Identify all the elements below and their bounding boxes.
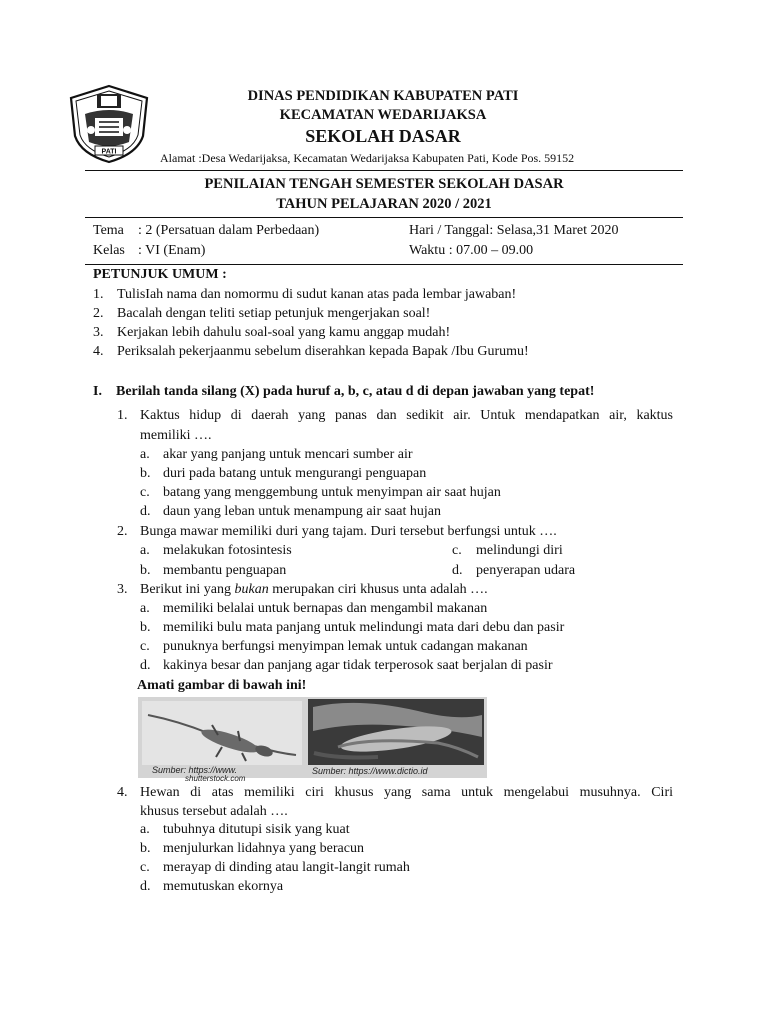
- option-text: daun yang leban untuk menampung air saat hujan: [163, 504, 441, 519]
- tema-value: : 2 (Persatuan dalam Perbedaan): [138, 223, 320, 238]
- question-emphasis: bukan: [234, 582, 269, 597]
- option-letter: c.: [140, 860, 150, 875]
- instruction-number: 2.: [93, 306, 104, 321]
- exam-time: Waktu : 07.00 – 09.00: [409, 243, 534, 258]
- question-text: [140, 582, 488, 598]
- info-divider: [85, 264, 683, 265]
- tema-label: Tema: [93, 223, 124, 238]
- option-letter: c.: [140, 485, 150, 500]
- option-text: penyerapan udara: [476, 563, 576, 578]
- district-name: KECAMATAN WEDARIJAKSA: [279, 107, 487, 123]
- logo-text: PATI: [101, 148, 117, 156]
- option-letter: b.: [140, 620, 151, 635]
- instruction-item: TulisIah nama dan nomormu di sudut kanan atas pada lembar jawaban!: [117, 287, 517, 302]
- question-text: Bunga mawar memiliki duri yang tajam. Duri tersebut berfungsi untuk ….: [140, 524, 557, 539]
- option-text: tubuhnya ditutupi sisik yang kuat: [163, 822, 350, 837]
- instruction-number: 4.: [93, 344, 104, 359]
- option-text: batang yang menggembung untuk menyimpan air saat hujan: [163, 485, 501, 500]
- question-text: Kaktus hidup di daerah yang panas dan sedikit air. Untuk mendapatkan air, kaktus: [140, 408, 673, 423]
- title-divider: [85, 217, 683, 218]
- wild-lizard-photo: [308, 699, 484, 765]
- exam-title: PENILAIAN TENGAH SEMESTER SEKOLAH DASAR: [204, 176, 564, 192]
- instruction-number: 1.: [93, 287, 104, 302]
- school-name: SEKOLAH DASAR: [305, 126, 461, 146]
- section-number: I.: [93, 384, 102, 399]
- instruction-item: Periksalah pekerjaanmu sebelum diserahkan kepada Bapak /Ibu Gurumu!: [117, 344, 529, 359]
- kelas-value: : VI (Enam): [138, 243, 206, 258]
- option-letter: b.: [140, 563, 151, 578]
- question-text-part: merupakan ciri khusus unta adalah ….: [268, 582, 488, 597]
- option-text: melakukan fotosintesis: [163, 543, 292, 558]
- image-source-left-domain: shutterstock.com: [185, 774, 246, 783]
- regency-emblem-logo: [67, 84, 151, 164]
- instruction-number: 3.: [93, 325, 104, 340]
- option-letter: d.: [452, 563, 463, 578]
- option-letter: a.: [140, 601, 150, 616]
- option-text: duri pada batang untuk mengurangi penguapan: [163, 466, 427, 481]
- question-text-continued: memiliki ….: [140, 428, 212, 443]
- option-letter: c.: [452, 543, 462, 558]
- option-text: melindungi diri: [476, 543, 563, 558]
- question-number: 3.: [117, 582, 128, 597]
- option-letter: b.: [140, 466, 151, 481]
- option-text: kakinya besar dan panjang agar tidak terperosok saat berjalan di pasir: [163, 658, 553, 673]
- school-address: Alamat :Desa Wedarijaksa, Kecamatan Wedarijaksa Kabupaten Pati, Kode Pos. 59152: [160, 151, 575, 165]
- agency-name: DINAS PENDIDIKAN KABUPATEN PATI: [247, 88, 519, 104]
- option-letter: a.: [140, 543, 150, 558]
- question-text-continued: khusus tersebut adalah ….: [140, 804, 288, 819]
- instruction-item: Bacalah dengan teliti setiap petunjuk mengerjakan soal!: [117, 306, 431, 321]
- instructions-heading: PETUNJUK UMUM :: [93, 267, 227, 282]
- kelas-label: Kelas: [93, 243, 125, 258]
- lizard-photo: [142, 701, 302, 765]
- option-text: membantu penguapan: [163, 563, 287, 578]
- question-number: 4.: [117, 785, 128, 800]
- question-text-part: Berikut ini yang: [140, 582, 235, 597]
- image-source-left: Sumber: https://www.: [152, 765, 238, 775]
- exam-date: Hari / Tanggal: Selasa,31 Maret 2020: [409, 223, 619, 238]
- question-text: Hewan di atas memiliki ciri khusus yang sama untuk mengelabui musuhnya. Ciri: [140, 785, 673, 800]
- option-letter: b.: [140, 841, 151, 856]
- question-number: 2.: [117, 524, 128, 539]
- option-letter: a.: [140, 447, 150, 462]
- option-letter: c.: [140, 639, 150, 654]
- option-text: merayap di dinding atau langit-langit rumah: [163, 860, 410, 875]
- option-text: akar yang panjang untuk mencari sumber air: [163, 447, 413, 462]
- option-text: memiliki belalai untuk bernapas dan mengambil makanan: [163, 601, 488, 616]
- picture-instruction: Amati gambar di bawah ini!: [137, 678, 307, 693]
- option-text: menjulurkan lidahnya yang beracun: [163, 841, 364, 856]
- option-letter: d.: [140, 504, 151, 519]
- option-text: memiliki bulu mata panjang untuk melindungi mata dari debu dan pasir: [163, 620, 565, 635]
- option-text: punuknya berfungsi menyimpan lemak untuk cadangan makanan: [163, 639, 528, 654]
- option-letter: a.: [140, 822, 150, 837]
- header-divider: [85, 170, 683, 171]
- section-heading: Berilah tanda silang (X) pada huruf a, b, c, atau d di depan jawaban yang tepat!: [116, 384, 595, 399]
- option-text: memutuskan ekornya: [163, 879, 284, 894]
- instruction-item: Kerjakan lebih dahulu soal-soal yang kamu anggap mudah!: [117, 325, 451, 340]
- image-source-right: Sumber: https://www.dictio.id: [312, 766, 428, 776]
- question-number: 1.: [117, 408, 128, 423]
- option-letter: d.: [140, 658, 151, 673]
- option-letter: d.: [140, 879, 151, 894]
- exam-year: TAHUN PELAJARAN 2020 / 2021: [276, 196, 492, 212]
